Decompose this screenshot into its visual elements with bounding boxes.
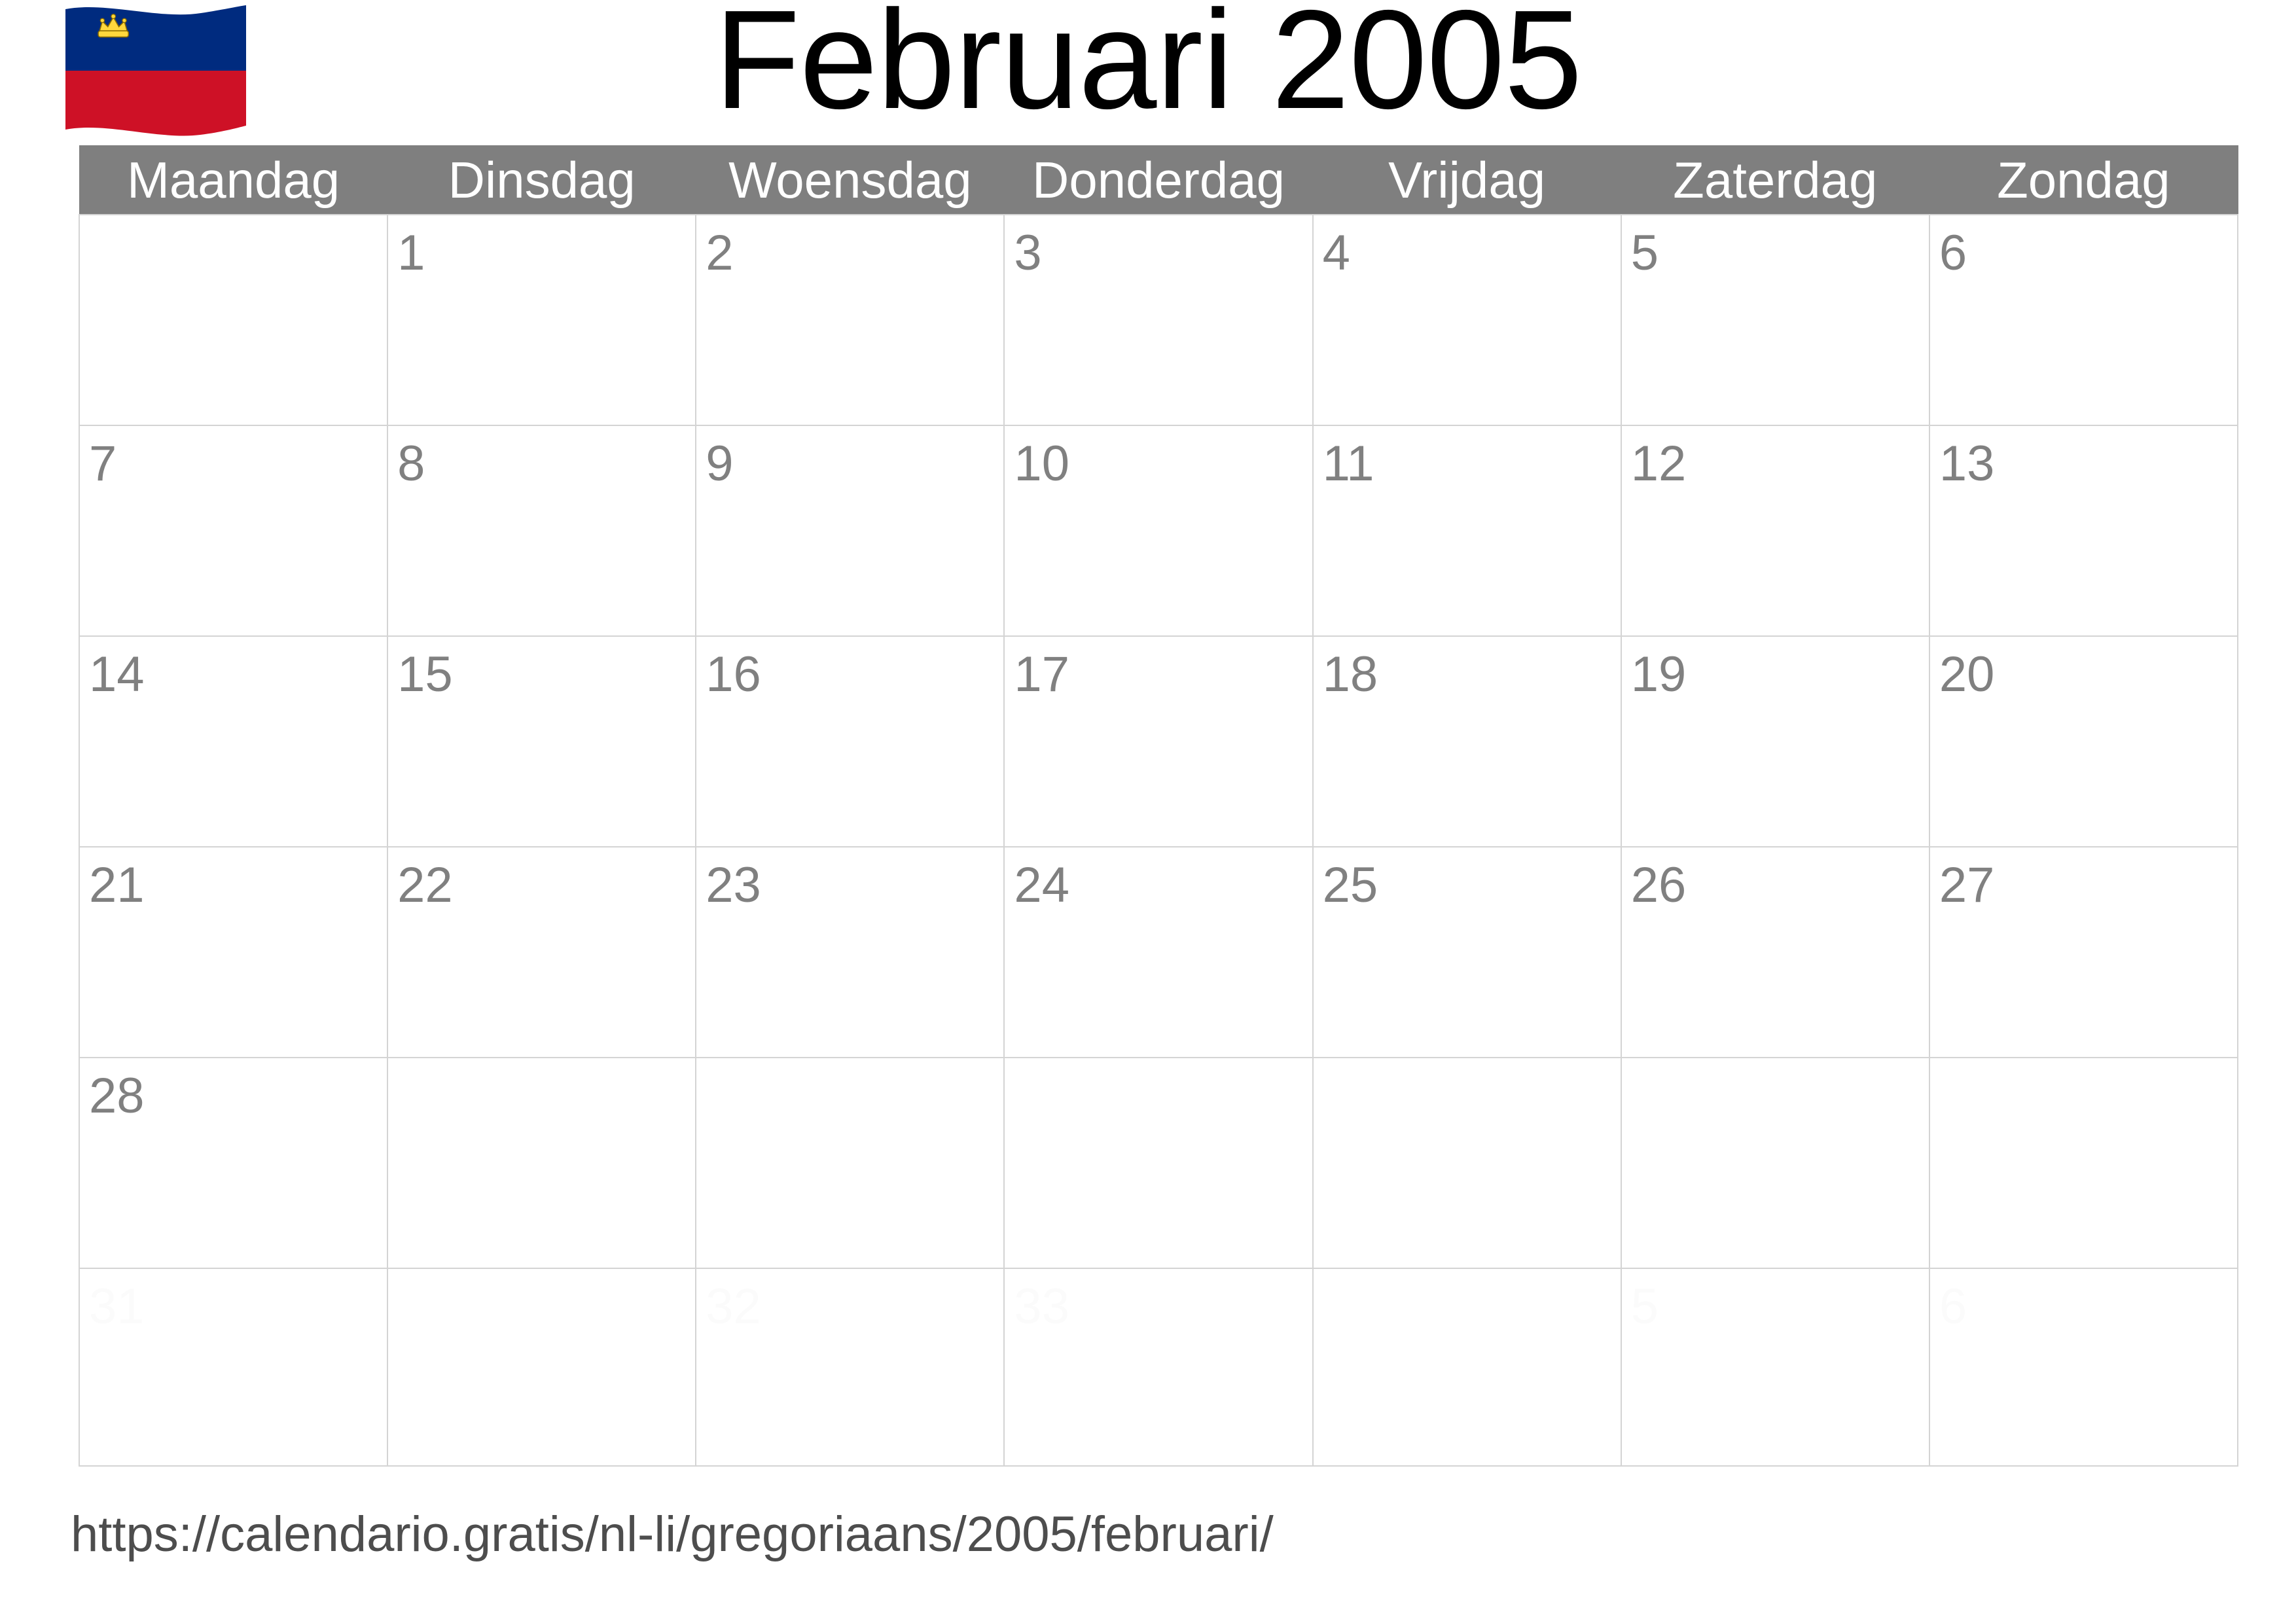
day-cell[interactable] (696, 1058, 1004, 1268)
day-cell[interactable] (696, 215, 1004, 425)
weekday-header-wednesday: Woensdag (696, 146, 1004, 215)
day-cell[interactable] (1929, 215, 2238, 425)
day-cell[interactable] (1929, 1058, 2238, 1268)
day-number: 10 (1014, 436, 1069, 491)
day-cell[interactable] (696, 425, 1004, 636)
day-number: 16 (706, 647, 761, 702)
day-cell[interactable] (387, 847, 696, 1058)
day-number: 7 (89, 436, 117, 491)
day-cell[interactable] (1621, 425, 1929, 636)
day-number: 21 (89, 857, 145, 913)
day-number (1930, 1058, 2237, 1065)
day-cell[interactable] (387, 425, 696, 636)
day-number (1005, 1058, 1312, 1065)
week-row-faded (79, 1268, 2238, 1466)
day-number: 14 (89, 647, 145, 702)
day-number: 24 (1014, 857, 1069, 913)
day-cell[interactable] (79, 847, 387, 1058)
day-cell[interactable] (79, 1268, 387, 1466)
day-cell[interactable] (79, 215, 387, 425)
day-number: 6 (1939, 1279, 1967, 1334)
day-cell[interactable] (1313, 215, 1621, 425)
day-cell[interactable] (1004, 215, 1312, 425)
week-row (79, 847, 2238, 1058)
day-cell[interactable] (387, 636, 696, 847)
day-number: 31 (89, 1279, 145, 1334)
day-number: 13 (1939, 436, 1995, 491)
day-cell[interactable] (1313, 847, 1621, 1058)
day-number: 11 (1322, 436, 1374, 491)
week-row (79, 215, 2238, 425)
day-number: 4 (1322, 225, 1350, 281)
day-number: 5 (1630, 225, 1659, 281)
day-cell[interactable] (1929, 425, 2238, 636)
week-row (79, 1058, 2238, 1268)
day-number (388, 1269, 695, 1275)
day-number: 19 (1630, 647, 1687, 702)
day-number: 32 (706, 1279, 761, 1334)
day-cell[interactable] (1004, 847, 1312, 1058)
day-cell[interactable] (79, 636, 387, 847)
day-cell[interactable] (696, 847, 1004, 1058)
page-header (0, 0, 2296, 147)
day-cell[interactable] (1004, 425, 1312, 636)
day-number: 17 (1014, 647, 1069, 702)
weekday-header-saturday: Zaterdag (1621, 146, 1929, 215)
day-number: 25 (1322, 857, 1378, 913)
day-cell[interactable] (387, 215, 696, 425)
month-grid (79, 145, 2238, 1467)
day-cell[interactable] (1621, 1058, 1929, 1268)
day-number: 8 (397, 436, 425, 491)
day-cell[interactable] (1004, 636, 1312, 847)
day-cell[interactable] (1621, 847, 1929, 1058)
day-number: 2 (706, 225, 734, 281)
day-number: 5 (1630, 1279, 1659, 1334)
day-number: 1 (397, 225, 425, 281)
day-cell[interactable] (1313, 425, 1621, 636)
day-cell[interactable] (387, 1058, 696, 1268)
day-cell[interactable] (1004, 1058, 1312, 1268)
day-number: 12 (1630, 436, 1687, 491)
day-cell[interactable] (1313, 1268, 1621, 1466)
day-number: 20 (1939, 647, 1995, 702)
weekday-header-tuesday: Dinsdag (387, 146, 696, 215)
day-cell[interactable] (1004, 1268, 1312, 1466)
day-cell[interactable] (696, 636, 1004, 847)
weekday-header-sunday: Zondag (1929, 146, 2238, 215)
day-number: 26 (1630, 857, 1687, 913)
day-number: 23 (706, 857, 761, 913)
weekday-header-monday: Maandag (79, 146, 387, 215)
day-number (388, 1058, 695, 1065)
day-number: 6 (1939, 225, 1967, 281)
day-cell[interactable] (1929, 1268, 2238, 1466)
source-url[interactable]: https://calendario.gratis/nl-li/gregoriaans/2005/februari/ (71, 1507, 1274, 1562)
day-number: 18 (1322, 647, 1378, 702)
week-row (79, 425, 2238, 636)
week-row (79, 636, 2238, 847)
day-cell[interactable] (1313, 636, 1621, 847)
day-number (1622, 1058, 1929, 1065)
day-number: 27 (1939, 857, 1995, 913)
day-number: 22 (397, 857, 453, 913)
day-cell[interactable] (696, 1268, 1004, 1466)
weekday-header-thursday: Donderdag (1004, 146, 1312, 215)
weekday-header-row (79, 146, 2238, 215)
day-number (1314, 1269, 1621, 1275)
day-cell[interactable] (1929, 847, 2238, 1058)
weekday-header-friday: Vrijdag (1313, 146, 1621, 215)
day-number (696, 1058, 1003, 1065)
day-number: 33 (1014, 1279, 1069, 1334)
day-number: 9 (706, 436, 734, 491)
day-cell[interactable] (1621, 636, 1929, 847)
day-number: 3 (1014, 225, 1042, 281)
day-cell[interactable] (79, 1058, 387, 1268)
day-number: 15 (397, 647, 453, 702)
day-cell[interactable] (387, 1268, 696, 1466)
day-cell[interactable] (1929, 636, 2238, 847)
day-number (80, 215, 387, 222)
day-cell[interactable] (1621, 215, 1929, 425)
day-cell[interactable] (1621, 1268, 1929, 1466)
page-title: Februari 2005 (714, 0, 1582, 138)
day-number (1314, 1058, 1621, 1065)
day-cell[interactable] (79, 425, 387, 636)
day-cell[interactable] (1313, 1058, 1621, 1268)
day-number: 28 (89, 1068, 145, 1124)
